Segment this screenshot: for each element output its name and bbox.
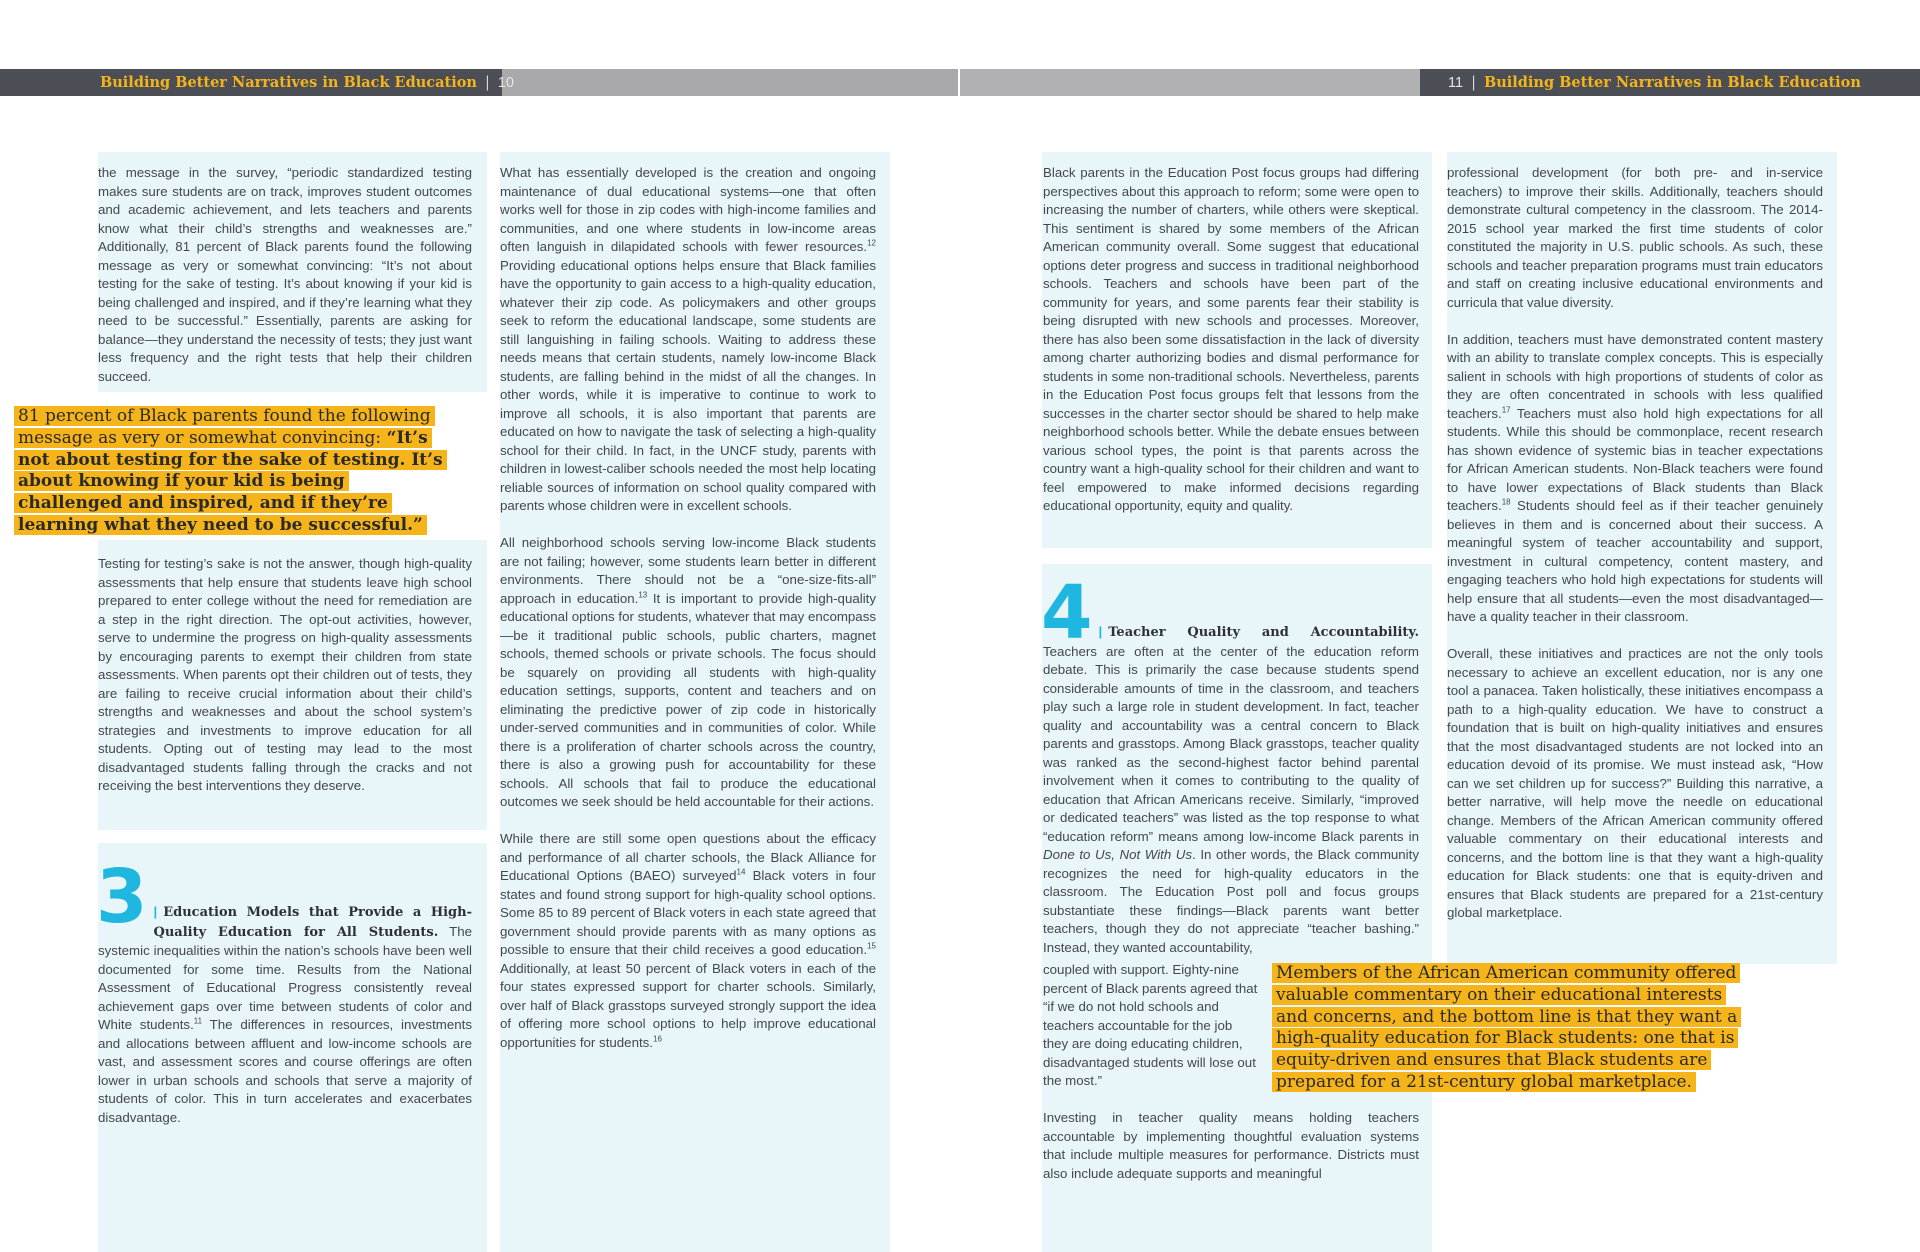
footnote-15: 15 <box>867 941 876 951</box>
section-3-text-b: The differences in resources, investments and allocations between affluent and low-income schools are vast, and assessment scores and course offerings are often lower in urban schools and schools that serve a majority of students of color. This in turn accelerates and exacerbates disadvantage. <box>98 1017 472 1125</box>
footnote-13: 13 <box>638 590 648 600</box>
col2-paragraph-3 <box>500 830 876 1052</box>
section-4-text-a: Teachers are often at the center of the education reform debate. This is primarily the case because students spend considerable amounts of time in the classroom, and teachers play such a large role in student development. In fact, teacher quality and accountability was a central concern to Black parents and grasstops. Among Black grasstops, teacher quality was ranked as the second-highest factor behind parental involvement when it comes to contributing to the quality of education that African Americans receive. Similarly, “improved or dedicated teachers” was listed as the top response to what “education reform” means among low-income Black parents in <box>1043 643 1419 844</box>
col4-text <box>1447 164 1823 923</box>
page-number-left: 10 <box>497 75 514 91</box>
col4-p2-a: In addition, teachers must have demonstrated content mastery with an ability to translate complex concepts. This is especially salient in schools with high proportions of students of color as they are often concentrated in schools with less qualified teachers. <box>1447 331 1823 421</box>
header-band-right-gray <box>960 69 1420 96</box>
col3-top-text: Black parents in the Education Post focus groups had differing perspectives about this approach to reform; some were open to increasing the number of charters, while others were skeptical. This sentiment is shared by some members of the African American community overall. Some suggest that educational options deter progress and success in traditional neighborhood schools. Teachers and schools have been part of the community for years, and some parents fear their stability is being disrupted with new schools and processes. Moreover, there has also been some dissatisfaction in the lack of diversity among charter authorizing bodies and dismal performance for students in some non-traditional schools. Nevertheless, parents in the Education Post focus groups felt that lessons from the successes in the charter sector should be shared to help make neighborhood schools better. While the debate ensues between various school types, the point is that parents across the country want a high-quality school for their children and want to feel empowered to make informed decisions regarding educational opportunity, equity and quality. <box>1043 165 1419 513</box>
pullquote-testing-bold: “It’s not about testing for the sake of testing. It’s about knowing if your kid is being challenged and inspired, and if they’re learning what they need to be successful.” <box>18 427 443 535</box>
section-3-number: 3 <box>96 854 148 940</box>
section-4-number: 4 <box>1041 570 1093 656</box>
col2-p3-b: Black voters in four states and found strong support for high-quality school options. Some 85 to 89 percent of Black voters in each state agreed that government should provide parents with as many options as possible to ensure that their child receives a good education. <box>500 868 876 957</box>
section-4 <box>1041 570 1419 957</box>
col2-paragraph-1 <box>500 164 876 516</box>
pullquote-community <box>1272 963 1742 1094</box>
header-left <box>100 69 514 96</box>
header-right-separator: | <box>1471 75 1476 91</box>
col4-paragraph-2 <box>1447 331 1823 627</box>
section-4-narrow-text: coupled with support. Eighty-nine percent of Black parents agreed that “if we do not hold schools and teachers accountable for the job they are doing educating children, disadvantaged students will lose out the most.” <box>1043 962 1258 1088</box>
col1-top-text: the message in the survey, “periodic standardized testing makes sure students are on track, improves student outcomes and academic achievement, and lets teachers and parents know what their child’s strengths and weaknesses are.” Additionally, 81 percent of Black parents found the following message as very or somewhat convincing: “It’s not about testing for the sake of testing. It’s about knowing if your kid is being challenged and inspired, and if they’re learning what they need to be successful.” Essentially, parents are asking for balance—they understand the necessity of tests; they just want less frequency and the right tests that help their children succeed. <box>98 165 472 384</box>
section-3 <box>96 854 472 1127</box>
section-4-italic-title: Done to Us, Not With Us <box>1043 847 1193 862</box>
section-4-heading: Teacher Quality and Accountability. <box>1108 625 1419 640</box>
col2-p2-a: All neighborhood schools serving low-income Black students are not failing; however, some students learn better in different environments. There should not be a “one-size-fits-all” approach in education. <box>500 535 876 606</box>
page-number-right: 11 <box>1448 75 1464 91</box>
section-3-text-a: The systemic inequalities within the nation’s schools have been well documented for some time. Results from the National Assessment of Educational Progress consistently reveal achievement gaps over time between students of color and White students. <box>98 923 472 1032</box>
footnote-17: 17 <box>1501 405 1511 415</box>
col4-p2-c: Students should feel as if their teacher genuinely believes in them and is concerned about their success. A meaningful system of teacher accountability and support, investment in cultural competency, content mastery, and engaging teachers who hold high expectations for students will help ensure that all students—even the most disadvantaged—have a quality teacher in their classroom. <box>1447 498 1823 624</box>
col2-p3-a: While there are still some open questions about the efficacy and performance of all charter schools, the Black Alliance for Educational Options (BAEO) surveyed <box>500 831 876 883</box>
pullquote-testing-intro: 81 percent of Black parents found the following message as very or somewhat convincing: <box>18 406 431 448</box>
section-3-heading: Education Models that Provide a High-Quality Education for All Students. <box>153 905 472 940</box>
section-4-text-b: . In other words, the Black community recognizes the need for high-quality educators in the classroom. The Education Post poll and focus groups substantiate these findings—Black parents want better teachers, though they do not appreciate “teacher bashing.” Instead, they wanted accountability, <box>1043 847 1419 955</box>
col2-paragraph-2 <box>500 534 876 812</box>
pullquote-testing <box>14 406 454 537</box>
col3-bottom-text: Investing in teacher quality means holding teachers accountable by implementing thoughtful evaluation systems that include multiple measures for performance. Districts must also include adequate supports and meaningful <box>1043 1110 1419 1181</box>
header-band-left-gray <box>502 69 958 96</box>
header-left-separator: | <box>484 75 490 91</box>
col2-p2-b: It is important to provide high-quality educational options for students, whatever that may encompass—be it traditional public schools, public charters, magnet schools, themed schools or private schools. The focus should be squarely on providing all students with high-quality education settings, supports, content and teachers and on eliminating the predictive power of zip code in historically under-served communities and in communities of color. While there is a proliferation of charter schools across the country, there is also a growing push for accountability for these schools. All schools that fail to produce the educational outcomes we seek should be held accountable for their actions. <box>500 590 876 809</box>
section-3-bar: | <box>153 904 158 919</box>
footnote-16: 16 <box>653 1034 662 1044</box>
col2-p1-b: Providing educational options helps ensure that Black families have the opportunity to gain access to a high-quality education, whatever their zip code. As policymakers and other groups seek to reform the educational landscape, some students are still languishing in failing schools. Waiting to address these needs means that certain students, namely low-income Black students, are falling behind in the midst of all the changes. In other words, while it is imperative to continue to work to improve all schools, it is also important that parents are educated on how to navigate the task of selecting a high-quality school for their child. In fact, in the UNCF study, parents with children in lowest-caliber schools needed the most help locating reliable sources of information on school quality compared with parents whose children were in excellent schools. <box>500 257 876 513</box>
footnote-18: 18 <box>1501 497 1511 507</box>
footnote-11: 11 <box>193 1016 203 1026</box>
col4-paragraph-1: professional development (for both pre- and in-service teachers) to improve their skills. Additionally, teachers should demonstrate cultural competency in the classroom. The 2014-2015 school year marked the first time students of color constituted the majority in U.S. public schools. As such, these schools and teacher preparation programs must train educators and staff on creating inclusive educational environments and curricula that value diversity. <box>1447 165 1823 310</box>
header-left-title: Building Better Narratives in Black Education <box>100 74 477 91</box>
header-right <box>1448 69 1861 96</box>
header-right-title: Building Better Narratives in Black Education <box>1483 74 1861 91</box>
pullquote-community-text: Members of the African American community offered valuable commentary on their educational interests and concerns, and the bottom line is that they want a high-quality education for Black students: one that is equity-driven and ensures that Black students are prepared for a 21st-century global marketplace. <box>1272 963 1741 1092</box>
footnote-12: 12 <box>867 238 876 248</box>
col1-mid-text: Testing for testing’s sake is not the answer, though high-quality assessments that help ensure that students leave high school prepared to enter college without the need for remediation are a step in the right direction. The opt-out activities, however, serve to undermine the progress on high-quality assessments by encouraging parents to exempt their children from state assessments. When parents opt their children out of tests, they are failing to receive crucial information about their child’s strengths and weaknesses and about the school system’s strategies and investments to improve education for all students. Opting out of testing may lead to the most disadvantaged students falling through the cracks and not receiving the best interventions they deserve. <box>98 556 472 793</box>
col2-p3-c: Additionally, at least 50 percent of Black voters in each of the four states expressed support for charter schools. Similarly, over half of Black grasstops surveyed strongly support the idea of offering more school options to help improve educational opportunities for students. <box>500 960 876 1050</box>
col4-p2-b: Teachers must also hold high expectations for all students. While this should be commonplace, recent research has shown evidence of systemic bias in teacher expectations for African American students. Non-Black teachers were found to have lower expectations of Black students than Black teachers. <box>1447 405 1823 513</box>
col2-p1-a: What has essentially developed is the creation and ongoing maintenance of dual educational systems—one that often works well for those in zip codes with high-income families and communities, and one where students in low-income areas often languish in dilapidated schools with fewer resources. <box>500 165 876 254</box>
section-4-bar: | <box>1098 624 1103 639</box>
footnote-14: 14 <box>736 867 746 877</box>
col2-text <box>500 164 876 1052</box>
col4-paragraph-3: Overall, these initiatives and practices are not the only tools necessary to achieve an excellent education, nor is any one tool a panacea. Taken holistically, these initiatives encompass a path to a high-quality education. We have to construct a foundation that is built on high-quality initiatives and ensures that the most disadvantaged students are not locked into an education devoid of its promise. We must instead ask, “How can we set children up for success?” Building this narrative, a better narrative, will help move the needle on educational change. Members of the African American community offered valuable commentary on their educational interests and concerns, and the bottom line is that they want a high-quality education for Black students: one that is equity-driven and ensures that Black students are prepared for a 21st-century global marketplace. <box>1447 646 1823 920</box>
